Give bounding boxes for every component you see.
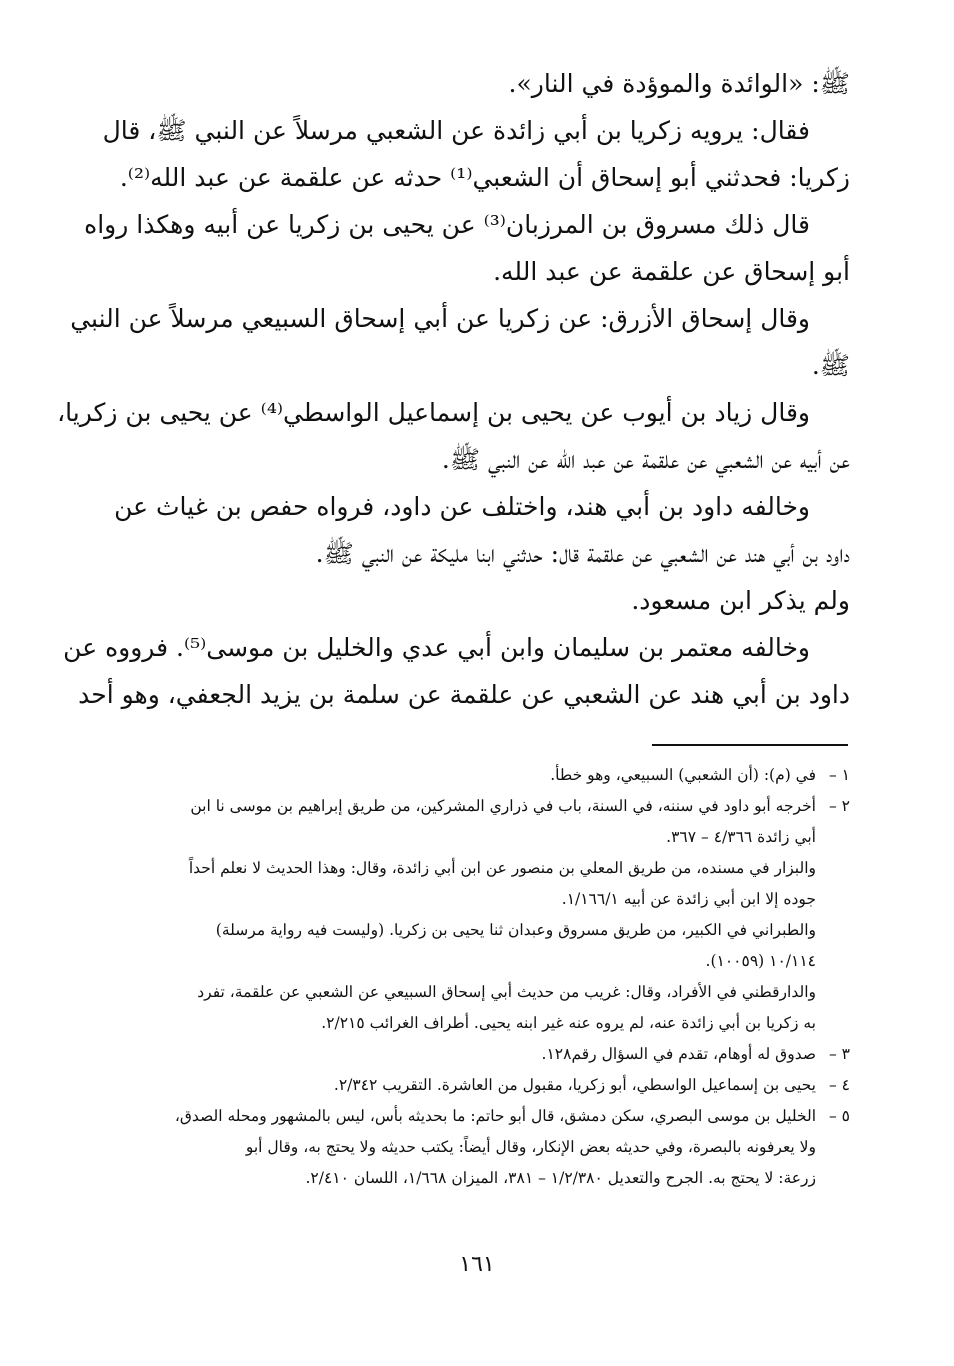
footnote-line: ١٠/١١٤ (١٠٠٥٩).	[705, 952, 816, 970]
footnote-line	[140, 1039, 850, 1070]
footnote-number: ٣ –	[828, 1045, 850, 1063]
footnote-number: ٢ –	[828, 797, 850, 815]
text-line: زكريا: فحدثني أبو إسحاق أن الشعبي⁽¹⁾ حدثه عن علقمة عن عبد الله⁽²⁾.	[119, 163, 850, 192]
text-line: وقال إسحاق الأزرق: عن زكريا عن أبي إسحاق السبيعي مرسلاً عن النبي	[70, 304, 810, 333]
footnote-line: ولا يعرفونه بالبصرة، وفي حديثه بعض الإنكار، وقال أيضاً: يكتب حديثه ولا يحتج به، وقال أبو	[245, 1138, 816, 1156]
footnote-line: والبزار في مسنده، من طريق المعلي بن منصور عن ابن أبي زائدة، وقال: وهذا الحديث لا نعلم أحداً	[188, 859, 816, 877]
footnote-line	[140, 1070, 850, 1101]
footnote-line	[140, 760, 850, 791]
text-line: ﷺ: «الوائدة والموؤدة في النار».	[508, 69, 850, 98]
footnote-text: أخرجه أبو داود في سننه، في السنة، باب في ذراري المشركين، من طريق إبراهيم بن موسى نا ابن	[190, 797, 816, 815]
footnotes	[140, 760, 850, 1194]
footnote-line: زرعة: لا يحتج به. الجرح والتعديل ١/٢/٣٨٠ – ٣٨١، الميزان ١/٦٦٨، اللسان ٢/٤١٠.	[305, 1169, 816, 1187]
text-line: عن أبيه عن الشعبي عن علقمة عن عبد الله عن النبي ﷺ.	[441, 445, 850, 474]
text-line: وخالفه داود بن أبي هند، واختلف عن داود، فرواه حفص بن غياث عن	[114, 492, 810, 521]
footnote-line	[140, 1101, 850, 1132]
footnote-text: يحيى بن إسماعيل الواسطي، أبو زكريا، مقبول من العاشرة. التقريب ٢/٣٤٢.	[333, 1076, 816, 1094]
text-line: أبو إسحاق عن علقمة عن عبد الله.	[493, 257, 850, 286]
main-text	[57, 60, 850, 718]
footnote-line: به زكريا بن أبي زائدة عنه، لم يروه عنه غير ابنه يحيى. أطراف الغرائب ٢/٢١٥.	[321, 1014, 816, 1032]
footnote-text: في (م): (أن الشعبي) السبيعي، وهو خطأ.	[550, 766, 816, 784]
footnote-line: والدارقطني في الأفراد، وقال: غريب من حديث أبي إسحاق السبيعي عن الشعبي عن علقمة، تفرد	[197, 983, 816, 1001]
footnote-text: الخليل بن موسى البصري، سكن دمشق، قال أبو حاتم: ما بحديثه بأس، ليس بالمشهور ومحله الصدق،	[174, 1107, 816, 1125]
footnote-line: أبي زائدة ٤/٣٦٦ – ٣٦٧.	[666, 828, 816, 846]
footnote-number: ١ –	[828, 766, 850, 784]
footnote-text: صدوق له أوهام، تقدم في السؤال رقم١٢٨.	[541, 1045, 816, 1063]
text-line: وخالفه معتمر بن سليمان وابن أبي عدي والخليل بن موسى⁽⁵⁾. فرووه عن	[63, 633, 810, 662]
page-number: ١٦١	[459, 1252, 495, 1277]
footnote-number: ٥ –	[828, 1107, 850, 1125]
text-line: داود بن أبي هند عن الشعبي عن علقمة عن سلمة بن يزيد الجعفي، وهو أحد	[78, 680, 850, 709]
text-line: قال ذلك مسروق بن المرزبان⁽³⁾ عن يحيى بن زكريا عن أبيه وهكذا رواه	[84, 210, 810, 239]
footnote-separator	[652, 744, 848, 746]
text-line: داود بن أبي هند عن الشعبي عن علقمة قال: حدثني ابنا مليكة عن النبي ﷺ.	[315, 539, 850, 568]
footnote-line: والطبراني في الكبير، من طريق مسروق وعبدان ثنا يحيى بن زكريا. (وليست فيه رواية مرسلة)	[215, 921, 816, 939]
footnote-line: جوده إلا ابن أبي زائدة عن أبيه ١/١٦٦/١.	[561, 890, 816, 908]
footnote-line	[140, 791, 850, 822]
text-line: ولم يذكر ابن مسعود.	[631, 586, 850, 615]
text-line: فقال: يرويه زكريا بن أبي زائدة عن الشعبي مرسلاً عن النبي ﷺ، قال	[102, 116, 810, 145]
text-line: وقال زياد بن أيوب عن يحيى بن إسماعيل الواسطي⁽⁴⁾ عن يحيى بن زكريا،	[57, 398, 810, 427]
footnote-number: ٤ –	[828, 1076, 850, 1094]
text-line: ﷺ.	[811, 351, 850, 380]
